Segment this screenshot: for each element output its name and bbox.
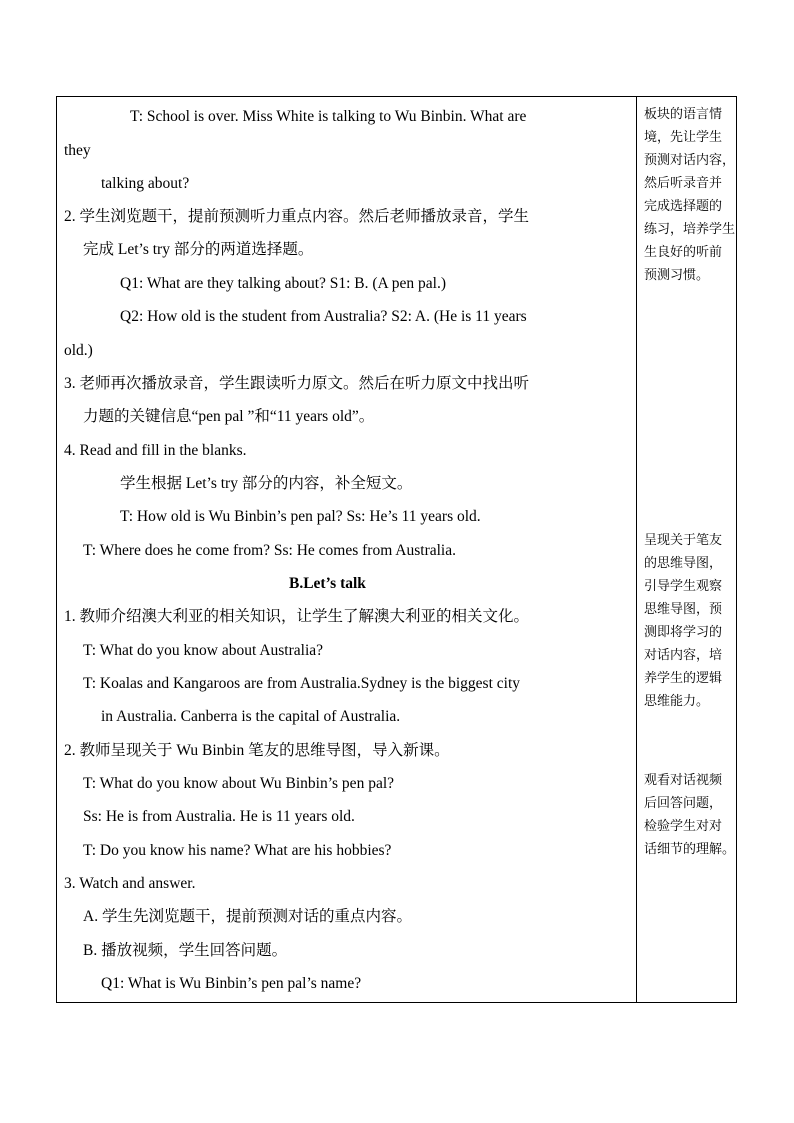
text-line: T: School is over. Miss White is talking to Wu Binbin. What are xyxy=(130,108,527,125)
note-line: 然后听录音并 xyxy=(644,176,723,191)
design-note-prediction xyxy=(644,103,736,287)
note-line: 观看对话视频 xyxy=(644,773,723,788)
text-line: T: How old is Wu Binbin’s pen pal? Ss: He’s 11 years old. xyxy=(120,508,481,525)
note-line: 养学生的逻辑 xyxy=(644,671,723,686)
text-line: 2. 教师呈现关于 Wu Binbin 笔友的思维导图，导入新课。 xyxy=(64,742,450,759)
text-line: T: Where does he come from? Ss: He comes from Australia. xyxy=(83,542,456,559)
note-line: 对话内容，培 xyxy=(644,648,723,663)
section-heading: B.Let’s talk xyxy=(289,575,366,592)
note-line: 境，先让学生 xyxy=(644,130,723,145)
text-line: 完成 Let’s try 部分的两道选择题。 xyxy=(83,241,314,258)
note-line: 呈现关于笔友 xyxy=(644,533,723,548)
note-line: 后回答问题， xyxy=(644,796,723,811)
design-note-mindmap xyxy=(644,529,736,713)
text-line: talking about? xyxy=(101,175,190,192)
column-divider xyxy=(636,97,637,1002)
note-line: 预测习惯。 xyxy=(644,268,710,283)
text-line: A. 学生先浏览题干，提前预测对话的重点内容。 xyxy=(83,908,412,925)
design-note-video xyxy=(644,769,736,861)
note-line: 练习，培养学生 xyxy=(644,222,736,237)
text-line: they xyxy=(64,142,91,159)
note-line: 思维导图，预 xyxy=(644,602,723,617)
note-line: 的思维导图， xyxy=(644,556,723,571)
note-line: 话细节的理解。 xyxy=(644,842,736,857)
text-line: Q1: What is Wu Binbin’s pen pal’s name? xyxy=(101,975,362,992)
note-line: 完成选择题的 xyxy=(644,199,723,214)
note-line: 检验学生对对 xyxy=(644,819,723,834)
lesson-table xyxy=(56,96,737,1003)
text-line: 4. Read and fill in the blanks. xyxy=(64,442,247,459)
note-line: 测即将学习的 xyxy=(644,625,723,640)
text-line: T: Do you know his name? What are his hobbies? xyxy=(83,842,392,859)
text-line: in Australia. Canberra is the capital of Australia. xyxy=(101,708,401,725)
text-line: 3. 老师再次播放录音，学生跟读听力原文。然后在听力原文中找出听 xyxy=(64,375,530,392)
note-line: 板块的语言情 xyxy=(644,107,723,122)
text-line: T: What do you know about Australia? xyxy=(83,642,324,659)
text-line: Ss: He is from Australia. He is 11 years old. xyxy=(83,808,355,825)
note-line: 引导学生观察 xyxy=(644,579,723,594)
text-line: 1. 教师介绍澳大利亚的相关知识，让学生了解澳大利亚的相关文化。 xyxy=(64,608,530,625)
text-line: 力题的关键信息“pen pal ”和“11 years old”。 xyxy=(83,408,375,425)
text-line: T: What do you know about Wu Binbin’s pen pal? xyxy=(83,775,395,792)
note-line: 生良好的听前 xyxy=(644,245,723,260)
text-line: 学生根据 Let’s try 部分的内容，补全短文。 xyxy=(120,475,413,492)
text-line: T: Koalas and Kangaroos are from Australia.Sydney is the biggest city xyxy=(83,675,520,692)
text-line: Q1: What are they talking about? S1: B. (A pen pal.) xyxy=(120,275,446,292)
note-line: 思维能力。 xyxy=(644,694,710,709)
text-line: 2. 学生浏览题干，提前预测听力重点内容。然后老师播放录音，学生 xyxy=(64,208,530,225)
text-line: Q2: How old is the student from Australia? S2: A. (He is 11 years xyxy=(120,308,527,325)
text-line: B. 播放视频，学生回答问题。 xyxy=(83,942,288,959)
text-line: 3. Watch and answer. xyxy=(64,875,196,892)
text-line: old.) xyxy=(64,342,93,359)
note-line: 预测对话内容， xyxy=(644,153,736,168)
